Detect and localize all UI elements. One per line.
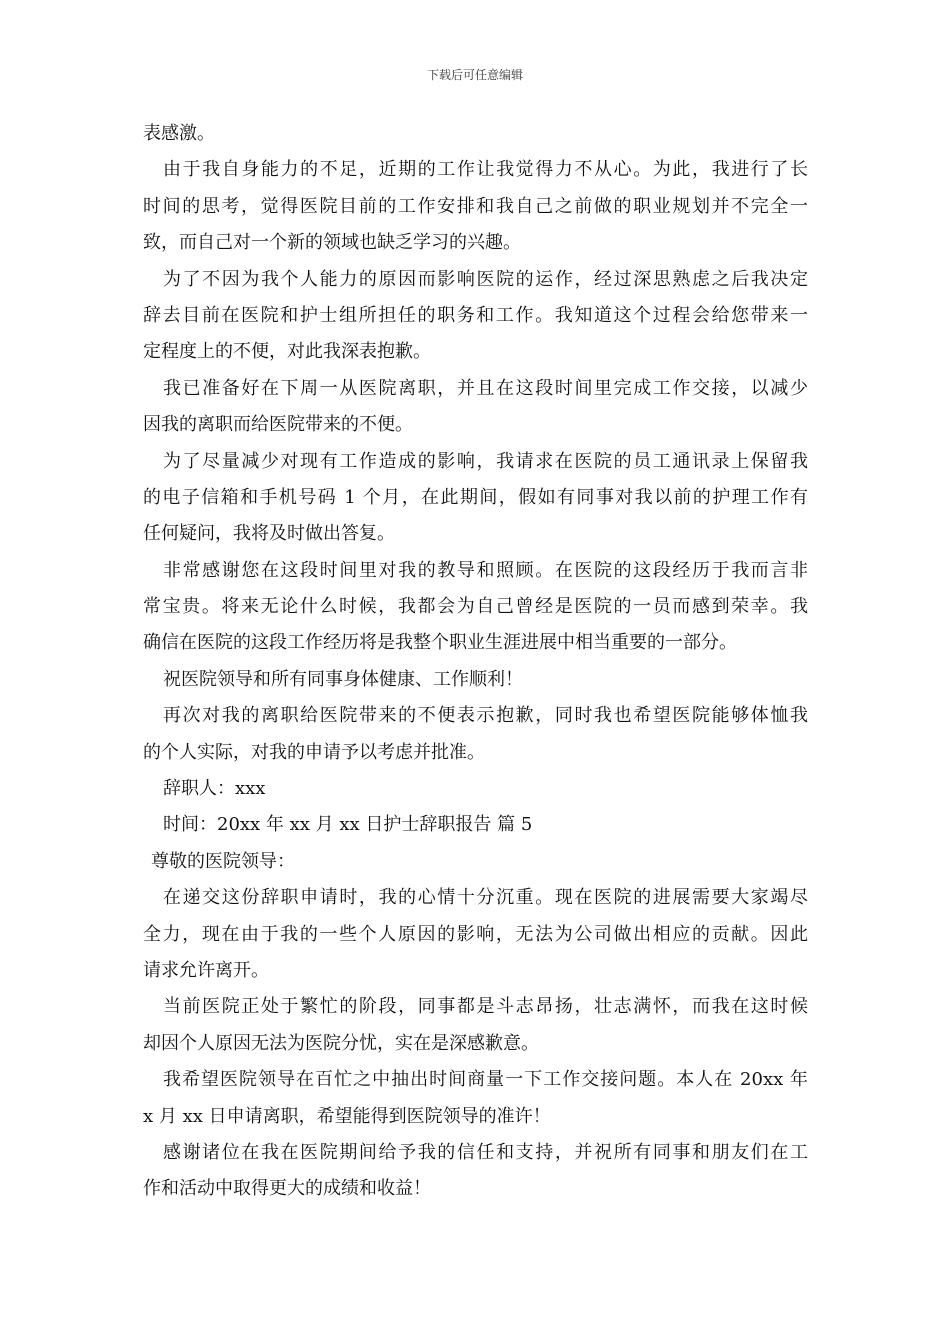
text-line: x 月 xx 日申请离职，希望能得到医院领导的准许！ — [143, 1105, 551, 1127]
text-line: 我已准备好在下周一从医院离职，并且在这段时间里完成工作交接，以减少 — [163, 377, 808, 399]
document-body — [143, 116, 808, 1208]
text-line: 再次对我的离职给医院带来的不便表示抱歉，同时我也希望医院能够体恤我 — [163, 705, 808, 727]
text-line: 感谢诸位在我在医院期间给予我的信任和支持，并祝所有同事和朋友们在工 — [163, 1141, 808, 1163]
text-line: 非常感谢您在这段时间里对我的教导和照顾。在医院的这段经历于我而言非 — [163, 559, 808, 581]
text-line: 辞去目前在医院和护士组所担任的职务和工作。我知道这个过程会给您带来一 — [143, 304, 808, 326]
text-line: 表感激。 — [143, 123, 215, 144]
text-line: 的电子信箱和手机号码 1 个月，在此期间，假如有同事对我以前的护理工作有 — [143, 486, 808, 508]
text-line: 请求允许离开。 — [143, 959, 269, 981]
text-line: 为了不因为我个人能力的原因而影响医院的运作，经过深思熟虑之后我决定 — [163, 268, 808, 290]
text-line: 我希望医院领导在百忙之中抽出时间商量一下工作交接问题。本人在 20xx 年 — [163, 1069, 808, 1091]
text-line: 祝医院领导和所有同事身体健康、工作顺利！ — [163, 668, 523, 690]
text-line: 时间的思考，觉得医院目前的工作安排和我自己之前做的职业规划并不完全一 — [143, 195, 808, 217]
salutation-line: 尊敬的医院领导： — [151, 850, 295, 872]
text-line: 却因个人原因无法为医院分忧，实在是深感歉意。 — [143, 1032, 539, 1054]
text-line: 为了尽量减少对现有工作造成的影响，我请求在医院的员工通讯录上保留我 — [163, 450, 808, 472]
text-line: 当前医院正处于繁忙的阶段，同事都是斗志昂扬，壮志满怀，而我在这时候 — [163, 996, 808, 1018]
signature-line: 辞职人：xxx — [163, 778, 266, 800]
text-line: 任何疑问，我将及时做出答复。 — [143, 523, 395, 545]
text-line: 在递交这份辞职申请时，我的心情十分沉重。现在医院的进展需要大家竭尽 — [163, 887, 808, 909]
text-line: 因我的离职而给医院带来的不便。 — [143, 414, 413, 436]
text-line: 致，而自己对一个新的领域也缺乏学习的兴趣。 — [143, 232, 521, 254]
text-line: 由于我自身能力的不足，近期的工作让我觉得力不从心。为此，我进行了长 — [163, 159, 808, 181]
text-line: 的个人实际，对我的申请予以考虑并批准。 — [143, 741, 485, 763]
date-line: 时间：20xx 年 xx 月 xx 日护士辞职报告 篇 5 — [163, 814, 533, 836]
text-line: 作和活动中取得更大的成绩和收益！ — [143, 1178, 431, 1200]
text-line: 确信在医院的这段工作经历将是我整个职业生涯进展中相当重要的一部分。 — [143, 632, 737, 654]
text-line: 常宝贵。将来无论什么时候，我都会为自己曾经是医院的一员而感到荣幸。我 — [143, 596, 808, 618]
text-line: 全力，现在由于我的一些个人原因的影响，无法为公司做出相应的贡献。因此 — [143, 923, 808, 945]
page-header-note: 下载后可任意编辑 — [426, 68, 523, 82]
text-line: 定程度上的不便，对此我深表抱歉。 — [143, 341, 431, 363]
